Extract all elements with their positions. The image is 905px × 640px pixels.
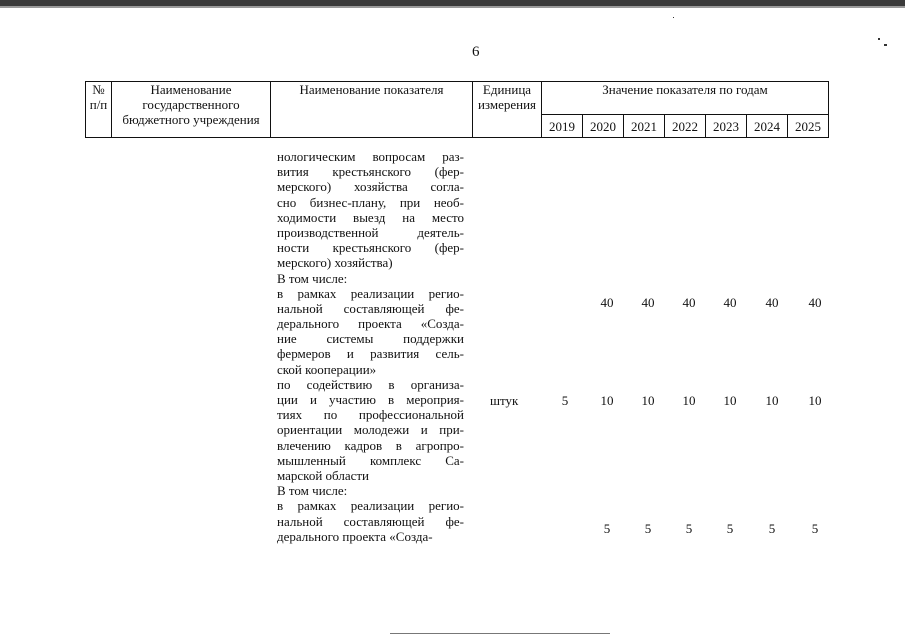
indicator-text-line: нальной составляющей фе- [277, 300, 464, 316]
row-unit: штук [490, 393, 519, 408]
value-cell: 40 [723, 295, 737, 310]
indicator-text [277, 149, 464, 544]
indicator-text-line: нальной составляющей фе- [277, 513, 464, 529]
indicator-text-line: тиях по профессиональной [277, 407, 464, 423]
value-cell: 5 [603, 521, 611, 536]
header-col-values: Значение показателя по годам [542, 82, 829, 115]
indicator-text-line: мерского) хозяйства) [277, 255, 393, 271]
value-cell: 40 [765, 295, 779, 310]
indicator-text-line: дерального проекта «Созда- [277, 528, 433, 544]
value-cell: 10 [765, 393, 779, 408]
indicator-text-line: марской области [277, 467, 369, 483]
scan-border-bottom [390, 633, 610, 634]
value-cell: 10 [600, 393, 614, 408]
indicator-text-line: мерского) хозяйства согла- [277, 179, 464, 195]
value-cell: 10 [808, 393, 822, 408]
header-year: 2020 [583, 115, 624, 138]
indicator-text-line: ности крестьянского (фер- [277, 240, 464, 256]
header-col-unit: Единица измерения [473, 82, 542, 138]
value-cell: 40 [808, 295, 822, 310]
value-cell: 5 [811, 521, 819, 536]
scan-border-shadow [0, 6, 905, 8]
header-year: 2021 [624, 115, 665, 138]
value-cell: 40 [600, 295, 614, 310]
indicator-text-line: вития крестьянского (фер- [277, 164, 464, 180]
page-number: 6 [472, 44, 480, 60]
value-cell: 10 [641, 393, 655, 408]
indicator-text-line: в рамках реализации регио- [277, 285, 464, 301]
value-cell: 5 [685, 521, 693, 536]
scan-speck [878, 38, 880, 40]
header-year: 2022 [665, 115, 706, 138]
indicator-text-line: ние системы поддержки [277, 331, 464, 347]
value-cell: 10 [723, 393, 737, 408]
header-year: 2025 [788, 115, 829, 138]
indicator-text-line: мышленный комплекс Са- [277, 452, 464, 468]
header-col-institution: Наименование государственного бюджетного учреждения [112, 82, 271, 138]
indicator-text-line: сно бизнес-плану, при необ- [277, 194, 464, 210]
indicator-text-line: производственной деятель- [277, 224, 464, 240]
indicator-text-line: в рамках реализации регио- [277, 498, 464, 514]
value-cell: 5 [726, 521, 734, 536]
header-col-num: № п/п [86, 82, 112, 138]
indicator-text-line: ориентации молодежи и при- [277, 422, 464, 438]
value-cell: 5 [644, 521, 652, 536]
header-year: 2019 [542, 115, 583, 138]
value-cell: 40 [682, 295, 696, 310]
indicator-text-line: В том числе: [277, 483, 348, 499]
indicator-text-line: фермеров и развития сель- [277, 346, 464, 362]
indicator-text-line: влечению кадров в агропро- [277, 437, 464, 453]
header-col-indicator: Наименование показателя [271, 82, 473, 138]
scan-speck [673, 17, 674, 18]
indicator-text-line: ции и участию в мероприя- [277, 392, 464, 407]
value-cell: 10 [682, 393, 696, 408]
indicator-text-line: по содействию в организа- [277, 376, 464, 392]
indicator-text-line: ходимости выезд на место [277, 209, 464, 225]
table-header [85, 81, 829, 138]
indicator-text-line: ской кооперации» [277, 361, 377, 377]
header-year: 2024 [747, 115, 788, 138]
value-cell: 5 [561, 393, 569, 408]
indicator-text-line: В том числе: [277, 270, 348, 286]
indicator-text-line: дерального проекта «Созда- [277, 316, 464, 332]
table-body [0, 147, 905, 640]
value-cell: 40 [641, 295, 655, 310]
value-cell: 5 [768, 521, 776, 536]
scan-speck [884, 44, 887, 46]
indicator-text-line: нологическим вопросам раз- [277, 149, 464, 164]
header-year: 2023 [706, 115, 747, 138]
